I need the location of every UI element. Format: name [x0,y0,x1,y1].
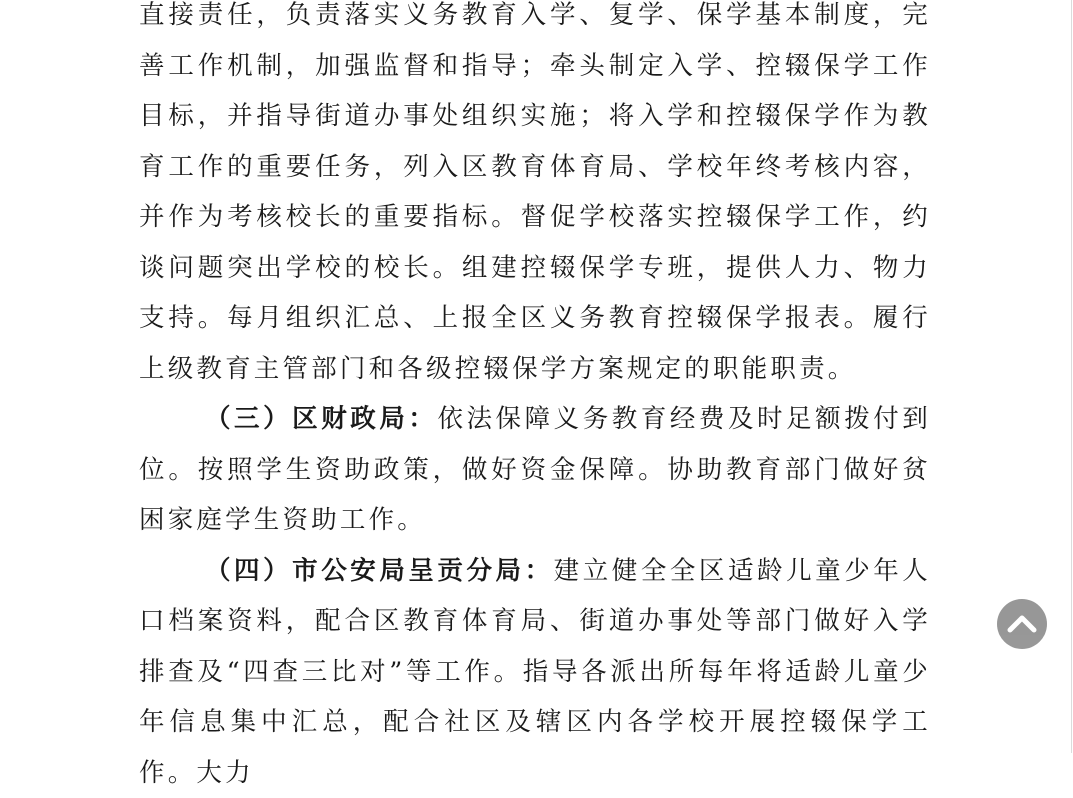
chevron-up-icon [997,599,1047,649]
paragraph-education-bureau-duties [139,0,931,394]
paragraph-text: 依法保障义务教育经费及时足额拨付到位。按照学生资助政策，做好资金保障。协助教育部门做好贫困家庭学生资助工作。 [139,404,931,535]
paragraph-public-security-branch [139,546,931,798]
section-heading-finance-bureau: （三）区财政局： [205,404,437,434]
paragraph-text: 建立健全全区适龄儿童少年人口档案资料，配合区教育体育局、街道办事处等部门做好入学排查及“四查三比对”等工作。指导各派出所每年将适龄儿童少年信息集中汇总，配合社区及辖区内各学校开展控辍保学工作。大力 [139,556,931,788]
section-heading-public-security-branch: （四）市公安局呈贡分局： [205,556,554,586]
page-edge-divider [1071,0,1072,753]
paragraph-finance-bureau [139,394,931,546]
paragraph-text: 直接责任，负责落实义务教育入学、复学、保学基本制度，完善工作机制，加强监督和指导；牵头制定入学、控辍保学工作目标，并指导街道办事处组织实施；将入学和控辍保学作为教育工作的重要任务，列入区教育体育局、学校年终考核内容，并作为考核校长的重要指标。督促学校落实控辍保学工作，约谈问题突出学校的校长。组建控辍保学专班，提供人力、物力支持。每月组织汇总、上报全区义务教育控辍保学报表。履行上级教育主管部门和各级控辍保学方案规定的职能职责。 [139,0,931,384]
article-body [139,0,931,798]
back-to-top-button[interactable] [997,599,1047,649]
